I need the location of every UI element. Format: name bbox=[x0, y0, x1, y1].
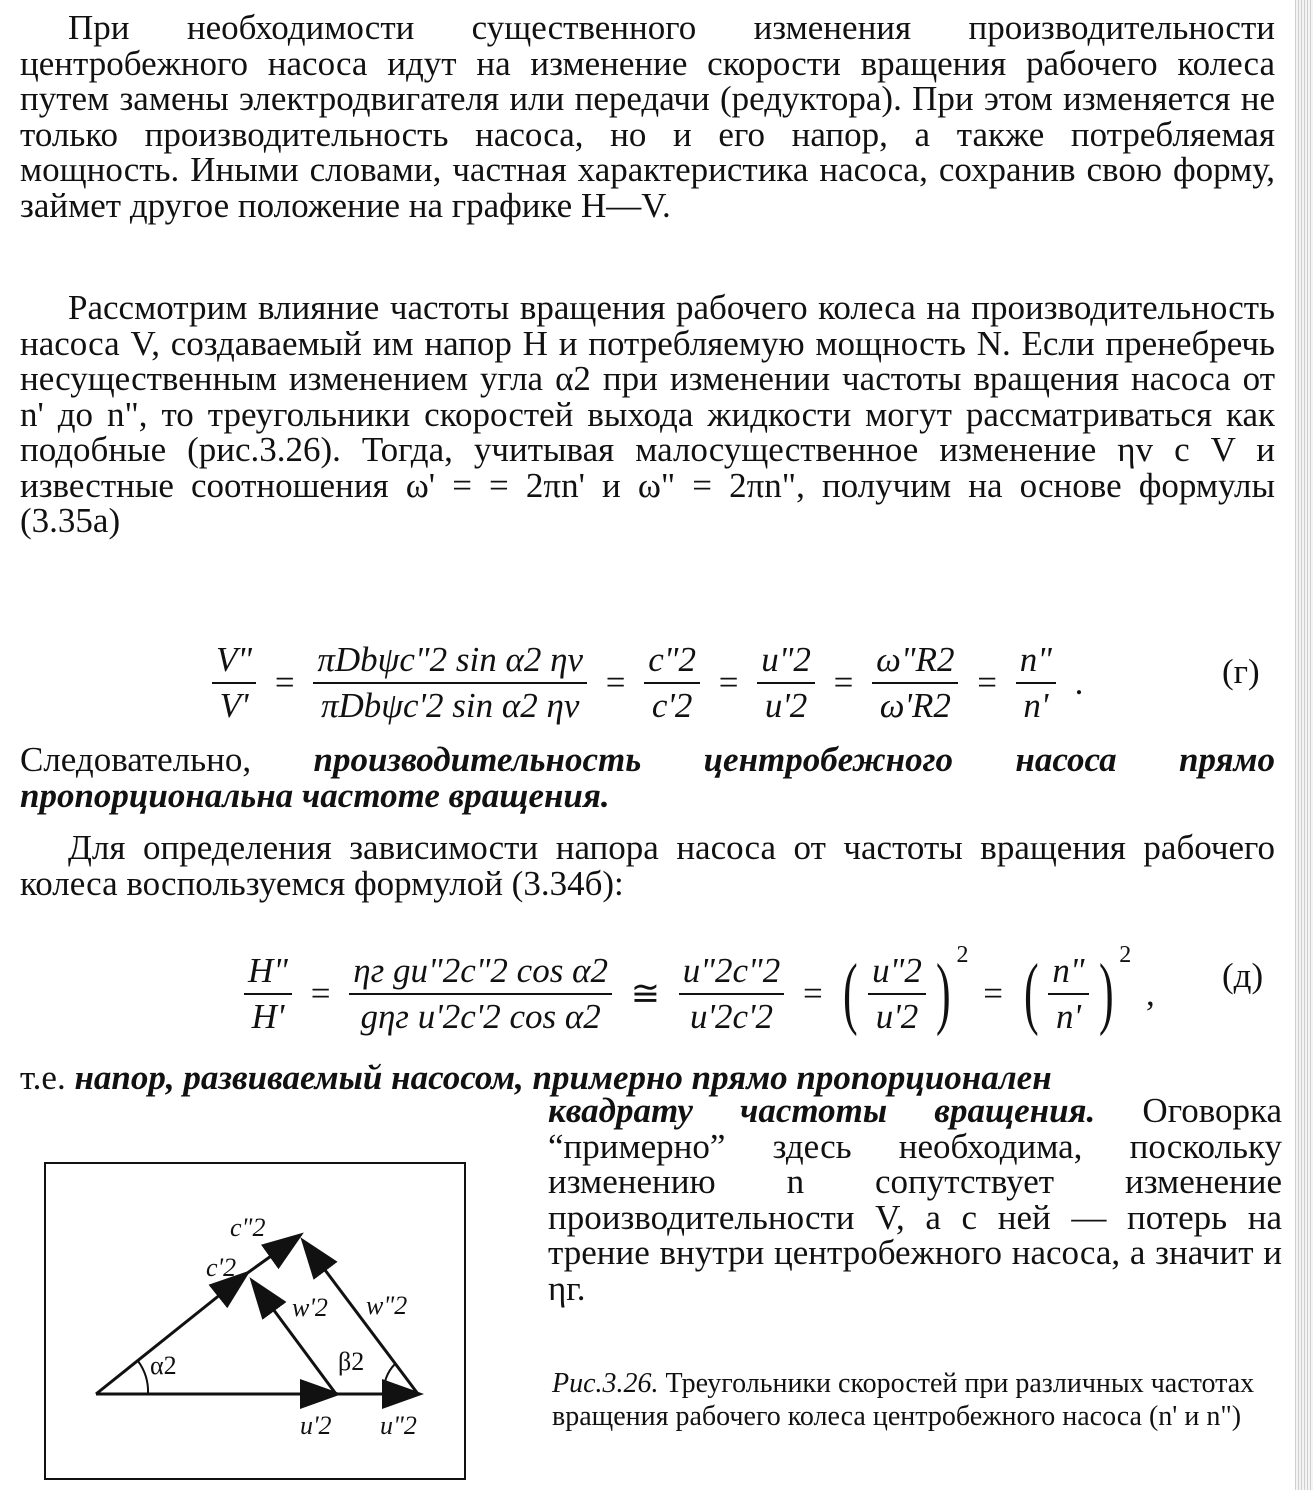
formula-d: $\frac{H"}{H'}$ = $\frac{\text{ηг gu"2c"2 cos α2}}{\text{gηг u'2c'2 cos α2}}$ ≅ $\frac{u"2c"2}{u'2c'2}$ = ( $\frac{u"2}{u'2}$ ) 2 = ( $\frac{n"}{n'}$ ) 2 , bbox=[240, 948, 1161, 1039]
label-c2pp: c"2 bbox=[230, 1213, 266, 1242]
label-beta2: β2 bbox=[338, 1347, 365, 1376]
fraction: $\frac{\omega"R2}{\omega'R2}$ bbox=[872, 640, 958, 726]
fraction: $\frac{\text{πDbψc"2 sin α2 ηv}}{\text{πDbψc'2 sin α2 ηv}}$ bbox=[313, 640, 587, 726]
fraction: $\frac{u"2}{u'2}$ bbox=[868, 951, 926, 1037]
alpha2-arc bbox=[138, 1361, 148, 1394]
page-edge-shadow bbox=[1295, 0, 1313, 1490]
paragraph-3: Следовательно, производительность центробежного насоса прямо пропорциональна частоте вращения. bbox=[20, 740, 1275, 815]
formula-g: $\frac{V"}{V'}$ = $\frac{\text{πDbψc"2 sin α2 ηv}}{\text{πDbψc'2 sin α2 ηv}}$ = $\frac{c"2}{c'2}$ = $\frac{u"2}{u'2}$ = $\frac{\omega"R2}{\omega'R2}$ = $\frac{n"}{n'}$ . bbox=[208, 640, 1089, 726]
figure-caption-label: Рис.3.26. bbox=[552, 1368, 659, 1399]
label-c2p: c'2 bbox=[206, 1253, 237, 1282]
paragraph-1: При необходимости существенного изменения производительности центробежного насоса идут на изменение скорости вращения рабочего колеса путем замены электродвигателя или передачи (редуктора). При этом изменяется не только производительность насоса, но и его напор, а также потребляемая мощность. Иными словами, частная характеристика насоса, сохранив свою форму, займет другое положение на графике H—V. bbox=[20, 8, 1275, 225]
figure-caption-text: Треугольники скоростей при различных частотах вращения рабочего колеса центробежного насоса (n' и n") bbox=[552, 1368, 1255, 1432]
fraction: $\frac{n"}{n'}$ bbox=[1016, 640, 1056, 726]
paragraph-5-continuation: квадрату частоты вращения. Оговорка “примерно” здесь необходима, поскольку изменению n сопутствует изменение производительности V, а с ней — потерь на трение внутри центробежного насоса, а значит и ηг. bbox=[548, 1091, 1282, 1308]
fraction: $\frac{\text{ηг gu"2c"2 cos α2}}{\text{gηг u'2c'2 cos α2}}$ bbox=[349, 951, 612, 1037]
formula-tag-d: (д) bbox=[1222, 956, 1264, 995]
label-u2pp: u"2 bbox=[380, 1411, 417, 1440]
formula-tag-g: (г) bbox=[1222, 652, 1260, 691]
fraction: $\frac{V"}{V'}$ bbox=[212, 640, 256, 726]
label-alpha2: α2 bbox=[150, 1351, 177, 1380]
figure-caption bbox=[552, 1367, 1287, 1433]
paragraph-4: Для определения зависимости напора насоса от частоты вращения рабочего колеса воспользуемся формулой (3.34б): bbox=[20, 828, 1275, 903]
beta2-arc bbox=[384, 1364, 395, 1394]
paragraph-5-line-1: т.е. напор, развиваемый насосом, примерно прямо пропорционален bbox=[20, 1058, 1052, 1097]
paragraph-2: Рассмотрим влияние частоты вращения рабочего колеса на производительность насоса V, создаваемый им напор H и потребляемую мощность N. Если пренебречь несущественным изменением угла α2 при изменении частоты вращения насоса от n' до n", то треугольники скоростей выхода жидкости могут рассматриваться как подобные (рис.3.26). Тогда, учитывая малосущественное изменение ηv с V и известные соотношения ω' = = 2πn' и ω" = 2πn", получим на основе формулы (3.35а) bbox=[20, 288, 1275, 540]
fraction: $\frac{u"2}{u'2}$ bbox=[757, 640, 815, 726]
fraction: $\frac{H"}{H'}$ bbox=[244, 951, 292, 1037]
velocity-triangles-diagram bbox=[46, 1164, 464, 1478]
velocity-triangles-figure bbox=[44, 1162, 466, 1480]
label-w2pp: w"2 bbox=[366, 1291, 408, 1320]
fraction: $\frac{n"}{n'}$ bbox=[1048, 951, 1088, 1037]
label-w2p: w'2 bbox=[292, 1293, 328, 1322]
fraction: $\frac{u"2c"2}{u'2c'2}$ bbox=[679, 951, 784, 1037]
fraction: $\frac{c"2}{c'2}$ bbox=[644, 640, 700, 726]
label-u2p: u'2 bbox=[300, 1411, 332, 1440]
